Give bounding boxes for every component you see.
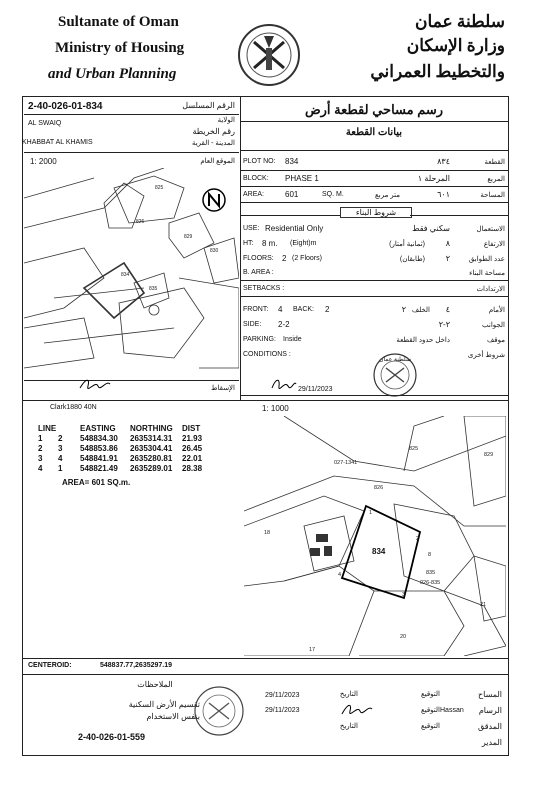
side-label: SIDE: bbox=[243, 321, 262, 328]
svg-text:3: 3 bbox=[402, 592, 406, 598]
rule bbox=[24, 380, 239, 381]
header-title-line2: Ministry of Housing bbox=[55, 40, 185, 56]
floors-words: (2 Floors) bbox=[292, 255, 322, 262]
svg-text:17: 17 bbox=[309, 647, 316, 653]
signature-mark bbox=[78, 376, 112, 392]
block-label: BLOCK: bbox=[243, 175, 269, 182]
svg-text:826: 826 bbox=[374, 485, 384, 491]
divider-horizontal bbox=[22, 400, 509, 401]
row-dist: 22.01 bbox=[182, 454, 203, 463]
floors-value: 2 bbox=[282, 254, 287, 263]
setbacks-ar: الارتدادات bbox=[476, 286, 505, 293]
header-arabic-line3: والتخطيط العمراني bbox=[370, 62, 505, 81]
back-ar: الخلف bbox=[411, 307, 430, 314]
rule bbox=[240, 215, 340, 216]
building-conditions-ar: شروط البناء bbox=[340, 207, 412, 218]
date-label-ar-3: التاريخ bbox=[339, 723, 358, 730]
svg-text:829: 829 bbox=[184, 234, 193, 240]
row-northing: 2635280.81 bbox=[130, 454, 173, 463]
plot-no-label: PLOT NO: bbox=[243, 158, 276, 165]
back-ar-val: ٢ bbox=[401, 305, 406, 314]
director-ar: المدير bbox=[481, 738, 502, 747]
conditions-ar: شروط أخرى bbox=[467, 352, 505, 359]
sign-label-ar-3: التوقيع bbox=[421, 723, 440, 730]
village-ar: المدينة - القرية bbox=[191, 140, 235, 147]
height-label: HT: bbox=[243, 240, 254, 247]
svg-text:835: 835 bbox=[149, 286, 158, 292]
rule bbox=[240, 150, 509, 151]
b-area-label: B. AREA : bbox=[243, 269, 274, 276]
location-map bbox=[24, 168, 239, 373]
row-dist: 28.38 bbox=[182, 464, 203, 473]
rule bbox=[240, 170, 509, 171]
table-row bbox=[38, 454, 238, 464]
row-to: 4 bbox=[58, 454, 63, 463]
reference-number: 2-40-026-01-559 bbox=[78, 732, 146, 742]
oman-emblem-icon bbox=[236, 22, 302, 88]
floors-label: FLOORS: bbox=[243, 255, 274, 262]
svg-text:825: 825 bbox=[409, 446, 419, 452]
row-northing: 2635314.31 bbox=[130, 434, 173, 443]
floors-ar-val: ٢ bbox=[445, 254, 450, 263]
svg-text:8: 8 bbox=[428, 552, 432, 558]
svg-text:835: 835 bbox=[426, 570, 436, 576]
official-stamp-icon bbox=[192, 684, 246, 738]
use-label: USE: bbox=[243, 225, 260, 232]
row-northing: 2635289.01 bbox=[130, 464, 173, 473]
conditions-label: CONDITIONS : bbox=[243, 351, 291, 358]
scale-detail: 1: 1000 bbox=[262, 404, 289, 413]
centeroid-label: CENTEROID: bbox=[28, 662, 72, 669]
rule bbox=[410, 215, 509, 216]
back-value: 2 bbox=[325, 305, 330, 314]
front-ar: الأمام bbox=[488, 307, 505, 314]
row-from: 3 bbox=[38, 454, 43, 463]
signature-mark bbox=[270, 376, 298, 392]
stamp-text-ar: سلطنة عمان bbox=[379, 357, 411, 363]
rule bbox=[240, 121, 509, 122]
svg-text:027-1341: 027-1341 bbox=[334, 460, 358, 466]
header-title-line3: and Urban Planning bbox=[48, 66, 177, 82]
table-row bbox=[38, 444, 238, 454]
height-words: (Eight)m bbox=[290, 240, 317, 247]
side-value: 2-2 bbox=[278, 320, 290, 329]
front-ar-val: ٤ bbox=[445, 305, 450, 314]
rule bbox=[22, 658, 509, 659]
row-easting: 548834.30 bbox=[80, 434, 118, 443]
area-ar: المساحة bbox=[480, 192, 505, 199]
row-to: 1 bbox=[58, 464, 63, 473]
signature-mark bbox=[340, 700, 374, 718]
area-total: AREA= 601 SQ.m. bbox=[62, 478, 131, 487]
front-label: FRONT: bbox=[243, 306, 269, 313]
col-header-dist: DIST bbox=[182, 424, 201, 433]
parking-value: Inside bbox=[283, 336, 302, 343]
parking-label: PARKING: bbox=[243, 336, 276, 343]
use-ar: الاستعمال bbox=[476, 226, 505, 233]
surveyor-date: 29/11/2023 bbox=[265, 692, 300, 699]
row-easting: 548853.86 bbox=[80, 444, 118, 453]
svg-text:026-835: 026-835 bbox=[420, 580, 441, 586]
rule bbox=[240, 280, 509, 281]
block-ar-val: المرحلة ١ bbox=[417, 174, 450, 183]
header-title-line1: Sultanate of Oman bbox=[58, 14, 179, 30]
rule bbox=[24, 114, 239, 115]
rule bbox=[22, 674, 509, 675]
row-easting: 548821.49 bbox=[80, 464, 118, 473]
floors-ar-words: (طابقان) bbox=[399, 256, 425, 263]
svg-text:2: 2 bbox=[416, 536, 420, 542]
serial-label-ar: الرقم المسلسل bbox=[182, 101, 235, 110]
area-unit-ar: متر مربع bbox=[375, 192, 400, 199]
svg-text:20: 20 bbox=[400, 634, 407, 640]
note1-ar: تقسيم الأرض السكنية bbox=[128, 700, 200, 709]
serial-number: 2-40-026-01-834 bbox=[28, 101, 103, 112]
table-row bbox=[38, 434, 238, 444]
rule bbox=[24, 152, 239, 153]
svg-text:18: 18 bbox=[264, 530, 271, 536]
svg-text:830: 830 bbox=[210, 248, 219, 254]
height-ar: الارتفاع bbox=[483, 241, 505, 248]
plot-no-ar: القطعة bbox=[484, 159, 505, 166]
area-ar-val: ٦٠١ bbox=[437, 190, 450, 199]
b-area-ar: مساحة البناء bbox=[469, 270, 505, 277]
row-dist: 21.93 bbox=[182, 434, 203, 443]
drafter-name: Hassan bbox=[440, 707, 464, 714]
rule bbox=[240, 296, 509, 297]
map-no-ar: رقم الخريطة bbox=[192, 127, 235, 136]
side-ar-val: ٢-٢ bbox=[438, 320, 450, 329]
svg-text:829: 829 bbox=[484, 452, 494, 458]
wilayat-en: AL SWAIQ bbox=[28, 120, 62, 127]
wilayat-ar: الولاية bbox=[217, 117, 235, 124]
use-value: Residential Only bbox=[265, 224, 324, 233]
centeroid-value: 548837.77,2635297.19 bbox=[100, 662, 173, 669]
drafter-ar: الرسام bbox=[478, 706, 502, 715]
svg-text:826: 826 bbox=[136, 219, 145, 225]
detail-map bbox=[244, 416, 506, 656]
height-value: 8 m. bbox=[262, 239, 278, 248]
divider-vertical bbox=[240, 96, 241, 400]
height-ar-words: (ثمانية أمتار) bbox=[389, 241, 425, 248]
block-ar: المربع bbox=[487, 176, 505, 183]
row-to: 3 bbox=[58, 444, 63, 453]
row-easting: 548841.91 bbox=[80, 454, 118, 463]
row-northing: 2635304.41 bbox=[130, 444, 173, 453]
header-arabic-line1: سلطنة عمان bbox=[415, 12, 505, 31]
block-value: PHASE 1 bbox=[285, 174, 319, 183]
row-dist: 26.45 bbox=[182, 444, 203, 453]
col-header-easting: EASTING bbox=[80, 424, 116, 433]
svg-text:825: 825 bbox=[155, 185, 164, 191]
scale-left: 1: 2000 bbox=[30, 157, 57, 166]
general-location-ar: الموقع العام bbox=[200, 158, 235, 165]
row-from: 2 bbox=[38, 444, 43, 453]
coord-table-rows bbox=[38, 434, 238, 474]
svg-text:834: 834 bbox=[372, 547, 386, 556]
col-header-line: LINE bbox=[38, 424, 57, 433]
checker-ar: المدقق bbox=[478, 722, 502, 731]
area-label: AREA: bbox=[243, 191, 265, 198]
side-ar: الجوانب bbox=[482, 322, 505, 329]
area-value: 601 bbox=[285, 190, 299, 199]
svg-text:4: 4 bbox=[338, 572, 342, 578]
setbacks-label: SETBACKS : bbox=[243, 285, 285, 292]
parking-ar: موقف bbox=[487, 337, 505, 344]
svg-text:21: 21 bbox=[480, 602, 487, 608]
rule bbox=[240, 395, 509, 396]
row-from: 1 bbox=[38, 434, 43, 443]
plot-no-ar-val: ٨٣٤ bbox=[437, 157, 450, 166]
surveyor-ar: المساح bbox=[477, 690, 502, 699]
conditions-date: 29/11/2023 bbox=[298, 386, 333, 393]
table-row bbox=[38, 464, 238, 474]
plot-no: 834 bbox=[285, 157, 299, 166]
datum-label: Clark1880 40N bbox=[50, 404, 97, 411]
doc-title-ar: رسم مساحي لقطعة أرض bbox=[304, 102, 444, 117]
back-label: BACK: bbox=[293, 306, 315, 313]
col-header-northing: NORTHING bbox=[130, 424, 173, 433]
row-to: 2 bbox=[58, 434, 63, 443]
svg-text:834: 834 bbox=[121, 272, 130, 278]
use-ar-val: سكني فقط bbox=[412, 224, 450, 233]
drafter-date: 29/11/2023 bbox=[265, 707, 300, 714]
row-from: 4 bbox=[38, 464, 43, 473]
header-arabic-line2: وزارة الإسكان bbox=[406, 36, 505, 55]
parcel-data-ar: بيانات القطعة bbox=[345, 127, 403, 138]
village-en: KHABBAT AL KHAMIS bbox=[22, 139, 93, 146]
area-unit: SQ. M. bbox=[322, 191, 344, 198]
front-value: 4 bbox=[278, 305, 283, 314]
notes-ar: الملاحظات bbox=[137, 680, 173, 689]
svg-text:1: 1 bbox=[369, 510, 373, 516]
projection-label-ar: الإسقاط bbox=[211, 385, 235, 392]
note2-ar: بنفس الاستخدام bbox=[146, 712, 200, 721]
parking-ar-val: داخل حدود القطعة bbox=[396, 337, 450, 344]
sign-label-ar-1: التوقيع bbox=[421, 691, 440, 698]
date-label-ar-1: التاريخ bbox=[339, 691, 358, 698]
rule bbox=[240, 202, 509, 203]
sign-label-ar-2: التوقيع bbox=[421, 707, 440, 714]
height-ar-val: ٨ bbox=[445, 239, 450, 248]
floors-ar: عدد الطوابق bbox=[468, 256, 505, 263]
rule bbox=[240, 186, 509, 187]
